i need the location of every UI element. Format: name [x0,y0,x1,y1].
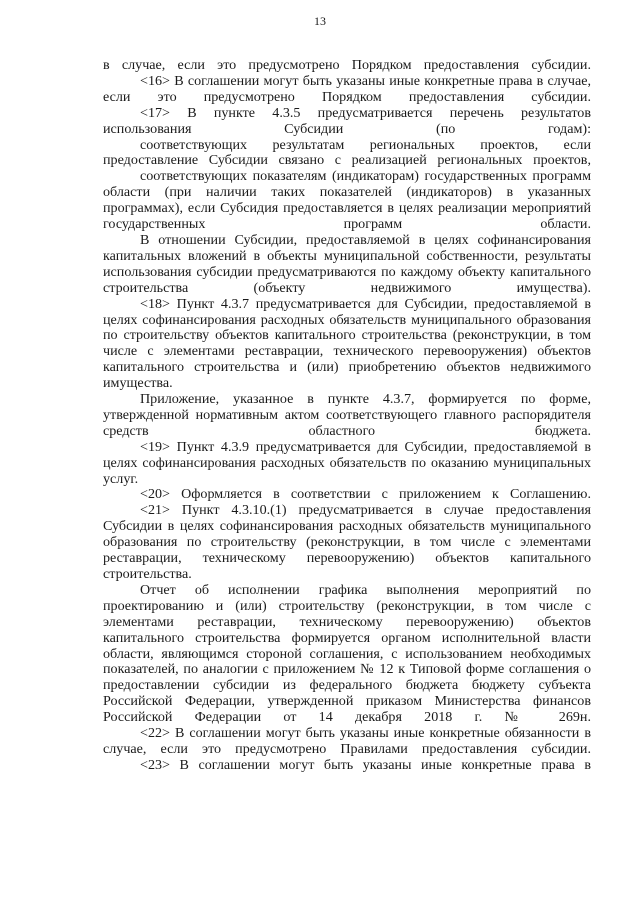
footnote-20: <20> Оформляется в соответствии с приложением к Соглашению. [140,486,591,503]
footnote-17: <17> В пункте 4.3.5 предусматривается перечень результатов использования Субсидии (по годам): [103,104,591,137]
footnote-21: <21> Пункт 4.3.10.(1) предусматривается в случае предоставления Субсидии в целях софинансирования расходных обязательств муниципального образования по строительству (реконструкции, в том числе с элементами реставрации, техническому перевооружению) объектов капитального строительства. [103,502,591,582]
paragraph-capital-investments: В отношении Субсидии, предоставляемой в целях софинансирования капитальных вложений в объекты муниципальной собственности, результаты использования субсидии предусматриваются по каждому объекту капитального строительства (объекту недвижимого имущества). [103,231,591,296]
footnote-19: <19> Пункт 4.3.9 предусматривается для Субсидии, предоставляемой в целях софинансирования расходных обязательств по оказанию муниципальных услуг. [103,438,591,487]
document-body [103,58,591,774]
page-number: 13 [314,14,326,28]
footnote-23: <23> В соглашении могут быть указаны иные конкретные права в [140,756,591,773]
paragraph-schedule-report: Отчет об исполнении графика выполнения мероприятий по проектированию и (или) строительству (реконструкции, в том числе с элементами реставрации, техническому перевооружению) объектов капитального строительства формируется органом исполнительной власти области, являющимся стороной соглашения, с использованием необходимых показателей, по аналогии с приложением № 12 к Типовой форме соглашения о предоставлении субсидии из федерального бюджета бюджету субъекта Российской Федерации, утвержденной приказом Министерства финансов Российской Федерации от 14 декабря 2018 г. № 269н. [103,581,591,726]
footnote-16: <16> В соглашении могут быть указаны иные конкретные права в случае, если это предусмотрено Порядком предоставления субсидии. [103,72,591,105]
footnote-22: <22> В соглашении могут быть указаны иные конкретные обязанности в случае, если это предусмотрено Правилами предоставления субсидии. [103,725,591,757]
paragraph-regional-projects: соответствующих результатам региональных проектов, если предоставление Субсидии связано с реализацией региональных проектов, [103,136,591,169]
footnote-18: <18> Пункт 4.3.7 предусматривается для Субсидии, предоставляемой в целях софинансирования расходных обязательств муниципального образования по строительству объектов капитального строительства (реконструкции, в том числе с элементами реставрации, технического перевооружения) объектов капитального строительства и (или) приобретению объектов недвижимого имущества. [103,295,591,392]
paragraph-state-programs: соответствующих показателям (индикаторам) государственных программ области (при наличии таких показателей (индикаторов) в указанных программах), если Субсидия предоставляется в целях реализации мероприятий государственных программ области. [103,168,591,233]
paragraph-appendix-4-3-7: Приложение, указанное в пункте 4.3.7, формируется по форме, утвержденной нормативным актом соответствующего главного распорядителя средств областного бюджета. [103,391,591,439]
paragraph-continuation: в случае, если это предусмотрено Порядком предоставления субсидии. [103,57,591,73]
